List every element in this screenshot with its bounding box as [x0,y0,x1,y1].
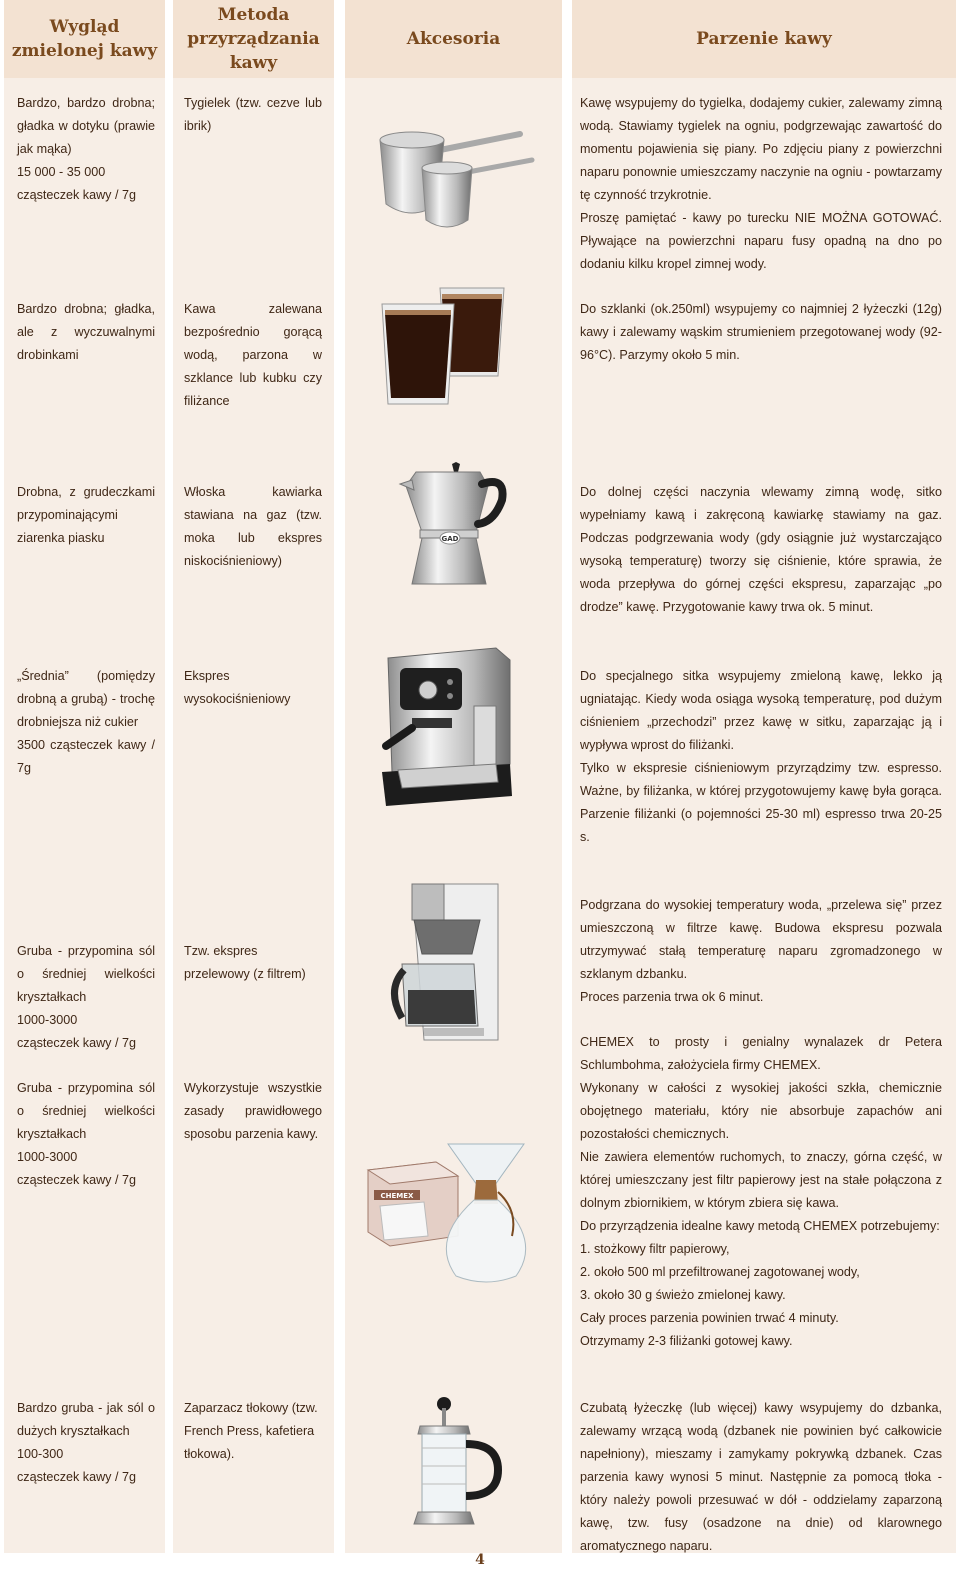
row7-brewing: Czubatą łyżeczkę (lub więcej) kawy wsypujemy do dzbanka, zalewamy wrzącą wodą (dzbanek nie powinien być całkowicie napełniony), mieszamy i zamykamy pokrywką dzbanek. Czas parzenia kawy wynosi 5 minut. Następnie za pomocą tłoka - który należy powoli przesuwać w dół - oddzielamy zaparzoną kawę, tzw. fusy (osadzone na dnie) od klarownego aromatycznego naparu. [580,1401,942,1553]
row3-method: Włoska kawiarka stawiana na gaz (tzw. moka lub ekspres niskociśnieniowy) [184,485,322,568]
header-method: Metoda przyrządzania kawy [173,0,334,78]
row3-appearance: Drobna, z grudeczkami przypominającymi ziarenka piasku [17,485,155,545]
french-press-image [412,1396,508,1528]
coffee-glasses-image [378,284,513,410]
row1-brewing: Kawę wsypujemy do tygielka, dodajemy cukier, zalewamy zimną wodą. Stawiamy tygielek na ogniu, podgrzewając zawartość do momentu pojawienia się piany. Po zdjęciu piany z powierzchni naparu ponownie umieszczamy naczynie na ogniu - powtarzamy tę czynność trzykrotnie. Proszę pamiętać - kawy po turecku NIE MOŻNA GOTOWAĆ. Pływające na powierzchni naparu fusy opadną na dno po dodaniu kilku kropel zimnej wody. [580,96,942,271]
column-method [173,0,334,1553]
cezve-pots-image [372,122,537,232]
header-accessories: Akcesoria [345,0,562,78]
row4-method: Ekspres wysokociśnieniowy [184,669,291,706]
chemex-box-label: CHEMEX [380,1192,414,1200]
row7-appearance: Bardzo gruba - jak sól o dużych kryształkach 100-300 cząsteczek kawy / 7g [17,1401,155,1484]
row6-method: Wykorzystuje wszystkie zasady prawidłowego sposobu parzenia kawy. [184,1081,322,1141]
espresso-machine-image [378,646,516,818]
row5-appearance: Gruba - przypomina sól o średniej wielkości kryształkach 1000-3000 cząsteczek kawy / 7g [17,944,155,1050]
row2-brewing: Do szklanki (ok.250ml) wsypujemy co najmniej 2 łyżeczki (12g) kawy i zalewamy wąskim strumieniem przegotowanej wody (92-96°C). Parzymy około 5 min. [580,302,942,362]
row1-appearance: Bardzo, bardzo drobna; gładka w dotyku (prawie jak mąka) 15 000 - 35 000 cząsteczek kawy / 7g [17,96,155,202]
drip-coffee-maker-image [384,880,504,1050]
row3-brewing: Do dolnej części naczynia wlewamy zimną wodę, sitko wypełniamy kawą i zakręconą kawiarkę stawiamy na gaz. Podczas podgrzewania wody (gdy osiągnie już wystarczająco wysoką temperaturę) tworzy się ciśnienie, które sprawia, że woda przepływa do górnej części ekspresu, zaparzając „po drodze” kawę. Przygotowanie kawy trwa ok. 5 minut. [580,485,942,614]
header-brewing: Parzenie kawy [572,0,956,78]
moka-pot-image [398,462,510,594]
row2-appearance: Bardzo drobna; gładka, ale z wyczuwalnymi drobinkami [17,302,155,362]
row4-appearance: „Średnia” (pomiędzy drobną a grubą) - trochę drobniejsza niż cukier 3500 cząsteczek kawy / 7g [17,669,155,775]
header-appearance: Wygląd zmielonej kawy [4,0,165,78]
row4-brewing: Do specjalnego sitka wsypujemy zmieloną kawę, lekko ją ugniatając. Kiedy woda osiąga wysoką temperaturę, pod dużym ciśnieniem „przechodzi” przez kawę w sitku, zaparzając ją i wypływa wprost do filiżanki. Tylko w ekspresie ciśnieniowym przyrządzimy tzw. espresso. Ważne, by filiżanka, w której przygotowujemy kawę była gorąca. Parzenie filiżanki (o pojemności 25-30 ml) espresso trwa 20-25 s. [580,669,942,844]
row6-brewing: CHEMEX to prosty i genialny wynalazek dr Petera Schlumbohma, założyciela firmy CHEMEX. Wykonany w całości z wysokiej jakości szkła, chemicznie obojętnego materiału, który nie absorbuje zapachów ani pozostałości chemicznych. Nie zawiera elementów ruchomych, to znaczy, górna część, w której umieszczany jest filtr papierowy jest na stałe połączona z dolnym zbiornikiem, w którym zbiera się kawa. Do przyrządzenia idealne kawy metodą CHEMEX potrzebujemy: 1. stożkowy filtr papierowy, 2. około 500 ml przefiltrowanej zagotowanej wody, 3. około 30 g świeżo zmielonej kawy. Cały proces parzenia powinien trwać 4 minuty. Otrzymamy 2-3 filiżanki gotowej kawy. [580,1035,942,1348]
row1-method: Tygielek (tzw. cezve lub ibrik) [184,96,322,133]
row6-appearance: Gruba - przypomina sól o średniej wielkości kryształkach 1000-3000 cząsteczek kawy / 7g [17,1081,155,1187]
row5-brewing: Podgrzana do wysokiej temperatury woda, „przelewa się” przez umieszczoną w filtrze kawę. Budowa ekspresu pozwala utrzymywać stałą temperaturę naparu zgromadzonego w szklanym dzbanku. Proces parzenia trwa ok 6 minut. [580,898,942,1004]
row2-method: Kawa zalewana bezpośrednio gorącą wodą, parzona w szklance lub kubku czy filiżance [184,302,322,408]
chemex-image [366,1140,546,1290]
row7-method: Zaparzacz tłokowy (tzw. French Press, kafetiera tłokowa). [184,1401,318,1461]
row5-method: Tzw. ekspres przelewowy (z filtrem) [184,944,306,981]
moka-brand-label: GAD [441,535,459,543]
page-number: 4 [475,1552,485,1568]
